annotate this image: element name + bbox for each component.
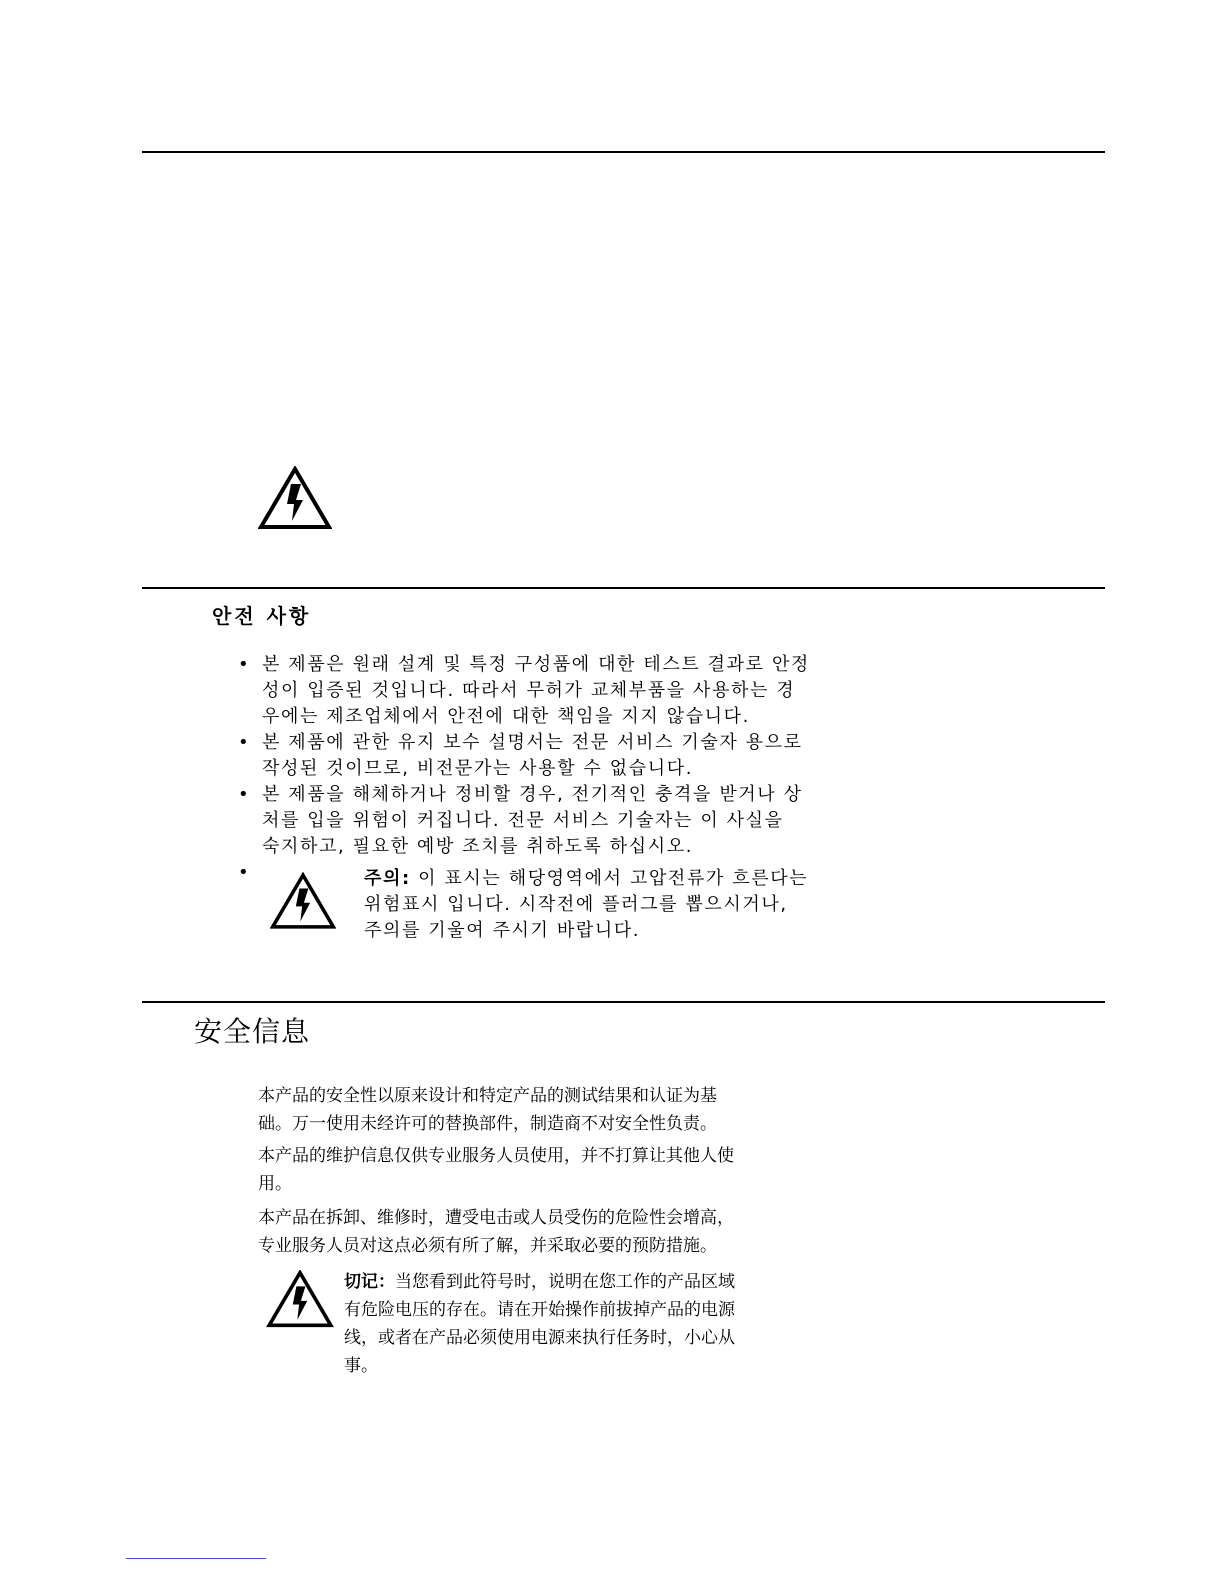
korean-section-heading: 안전 사항 [212, 604, 312, 628]
warning-line: 线，或者在产品必须使用电源来执行任务时，小心从 [344, 1328, 735, 1348]
chinese-paragraph [258, 1204, 798, 1260]
warning-label: 주의: [364, 868, 411, 889]
list-item-line: 작성된 것이므로, 비전문가는 사용할 수 없습니다. [262, 758, 694, 779]
footnote-divider [126, 1558, 266, 1559]
list-item-line: 우에는 제조업체에서 안전에 대한 책임을 지지 않습니다. [262, 706, 750, 727]
electrical-hazard-icon [264, 1270, 336, 1328]
chinese-paragraph [258, 1142, 798, 1198]
bullet: • [238, 732, 251, 753]
warning-line: 有危险电压的存在。请在开始操作前拔掉产品的电源 [344, 1300, 735, 1320]
list-item-line: 본 제품을 해체하거나 정비할 경우, 전기적인 충격을 받거나 상 [262, 784, 803, 805]
paragraph-line: 专业服务人员对这点必须有所了解，并采取必要的预防措施。 [258, 1236, 717, 1256]
korean-safety-list [236, 652, 846, 860]
list-item [236, 782, 846, 860]
bullet: • [238, 784, 251, 805]
electrical-hazard-icon [258, 466, 332, 530]
korean-section-divider [142, 587, 1105, 589]
list-item-line: 처를 입을 위험이 커집니다. 전문 서비스 기술자는 이 사실을 [262, 810, 784, 831]
top-divider [142, 151, 1105, 153]
paragraph-line: 本产品的安全性以原来设计和特定产品的测试结果和认证为基 [258, 1086, 717, 1106]
chinese-section-heading: 安全信息 [194, 1015, 311, 1048]
paragraph-line: 用。 [258, 1174, 292, 1194]
paragraph-line: 础。万一使用未经许可的替换部件，制造商不对安全性负责。 [258, 1114, 717, 1134]
chinese-paragraph [258, 1082, 798, 1138]
warning-line: 当您看到此符号时，说明在您工作的产品区域 [395, 1272, 735, 1292]
list-item [236, 730, 846, 782]
warning-line: 위험표시 입니다. 시작전에 플러그를 뽑으시거나, [364, 894, 788, 915]
list-item [236, 652, 846, 730]
bullet: • [238, 654, 251, 675]
paragraph-line: 本产品的维护信息仅供专业服务人员使用，并不打算让其他人使 [258, 1146, 734, 1166]
chinese-section-divider [142, 1001, 1105, 1003]
warning-line: 주의를 기울여 주시기 바랍니다. [364, 920, 641, 941]
list-item-line: 본 제품에 관한 유지 보수 설명서는 전문 서비스 기술자 용으로 [262, 732, 803, 753]
warning-line: 이 표시는 해당영역에서 고압전류가 흐른다는 [418, 868, 809, 889]
bullet: • [238, 862, 249, 883]
list-item-line: 숙지하고, 필요한 예방 조치를 취하도록 하십시오. [262, 836, 694, 857]
list-item-line: 본 제품은 원래 설계 및 특정 구성품에 대한 테스트 결과로 안정 [262, 654, 810, 675]
paragraph-line: 本产品在拆卸、维修时，遭受电击或人员受伤的危险性会增高， [258, 1208, 734, 1228]
warning-line: 事。 [344, 1356, 378, 1376]
korean-warning-text [364, 866, 854, 944]
list-item-line: 성이 입증된 것입니다. 따라서 무허가 교체부품을 사용하는 경 [262, 680, 796, 701]
chinese-warning-text [344, 1268, 794, 1380]
warning-label: 切记： [344, 1272, 395, 1292]
electrical-hazard-icon [270, 872, 336, 930]
